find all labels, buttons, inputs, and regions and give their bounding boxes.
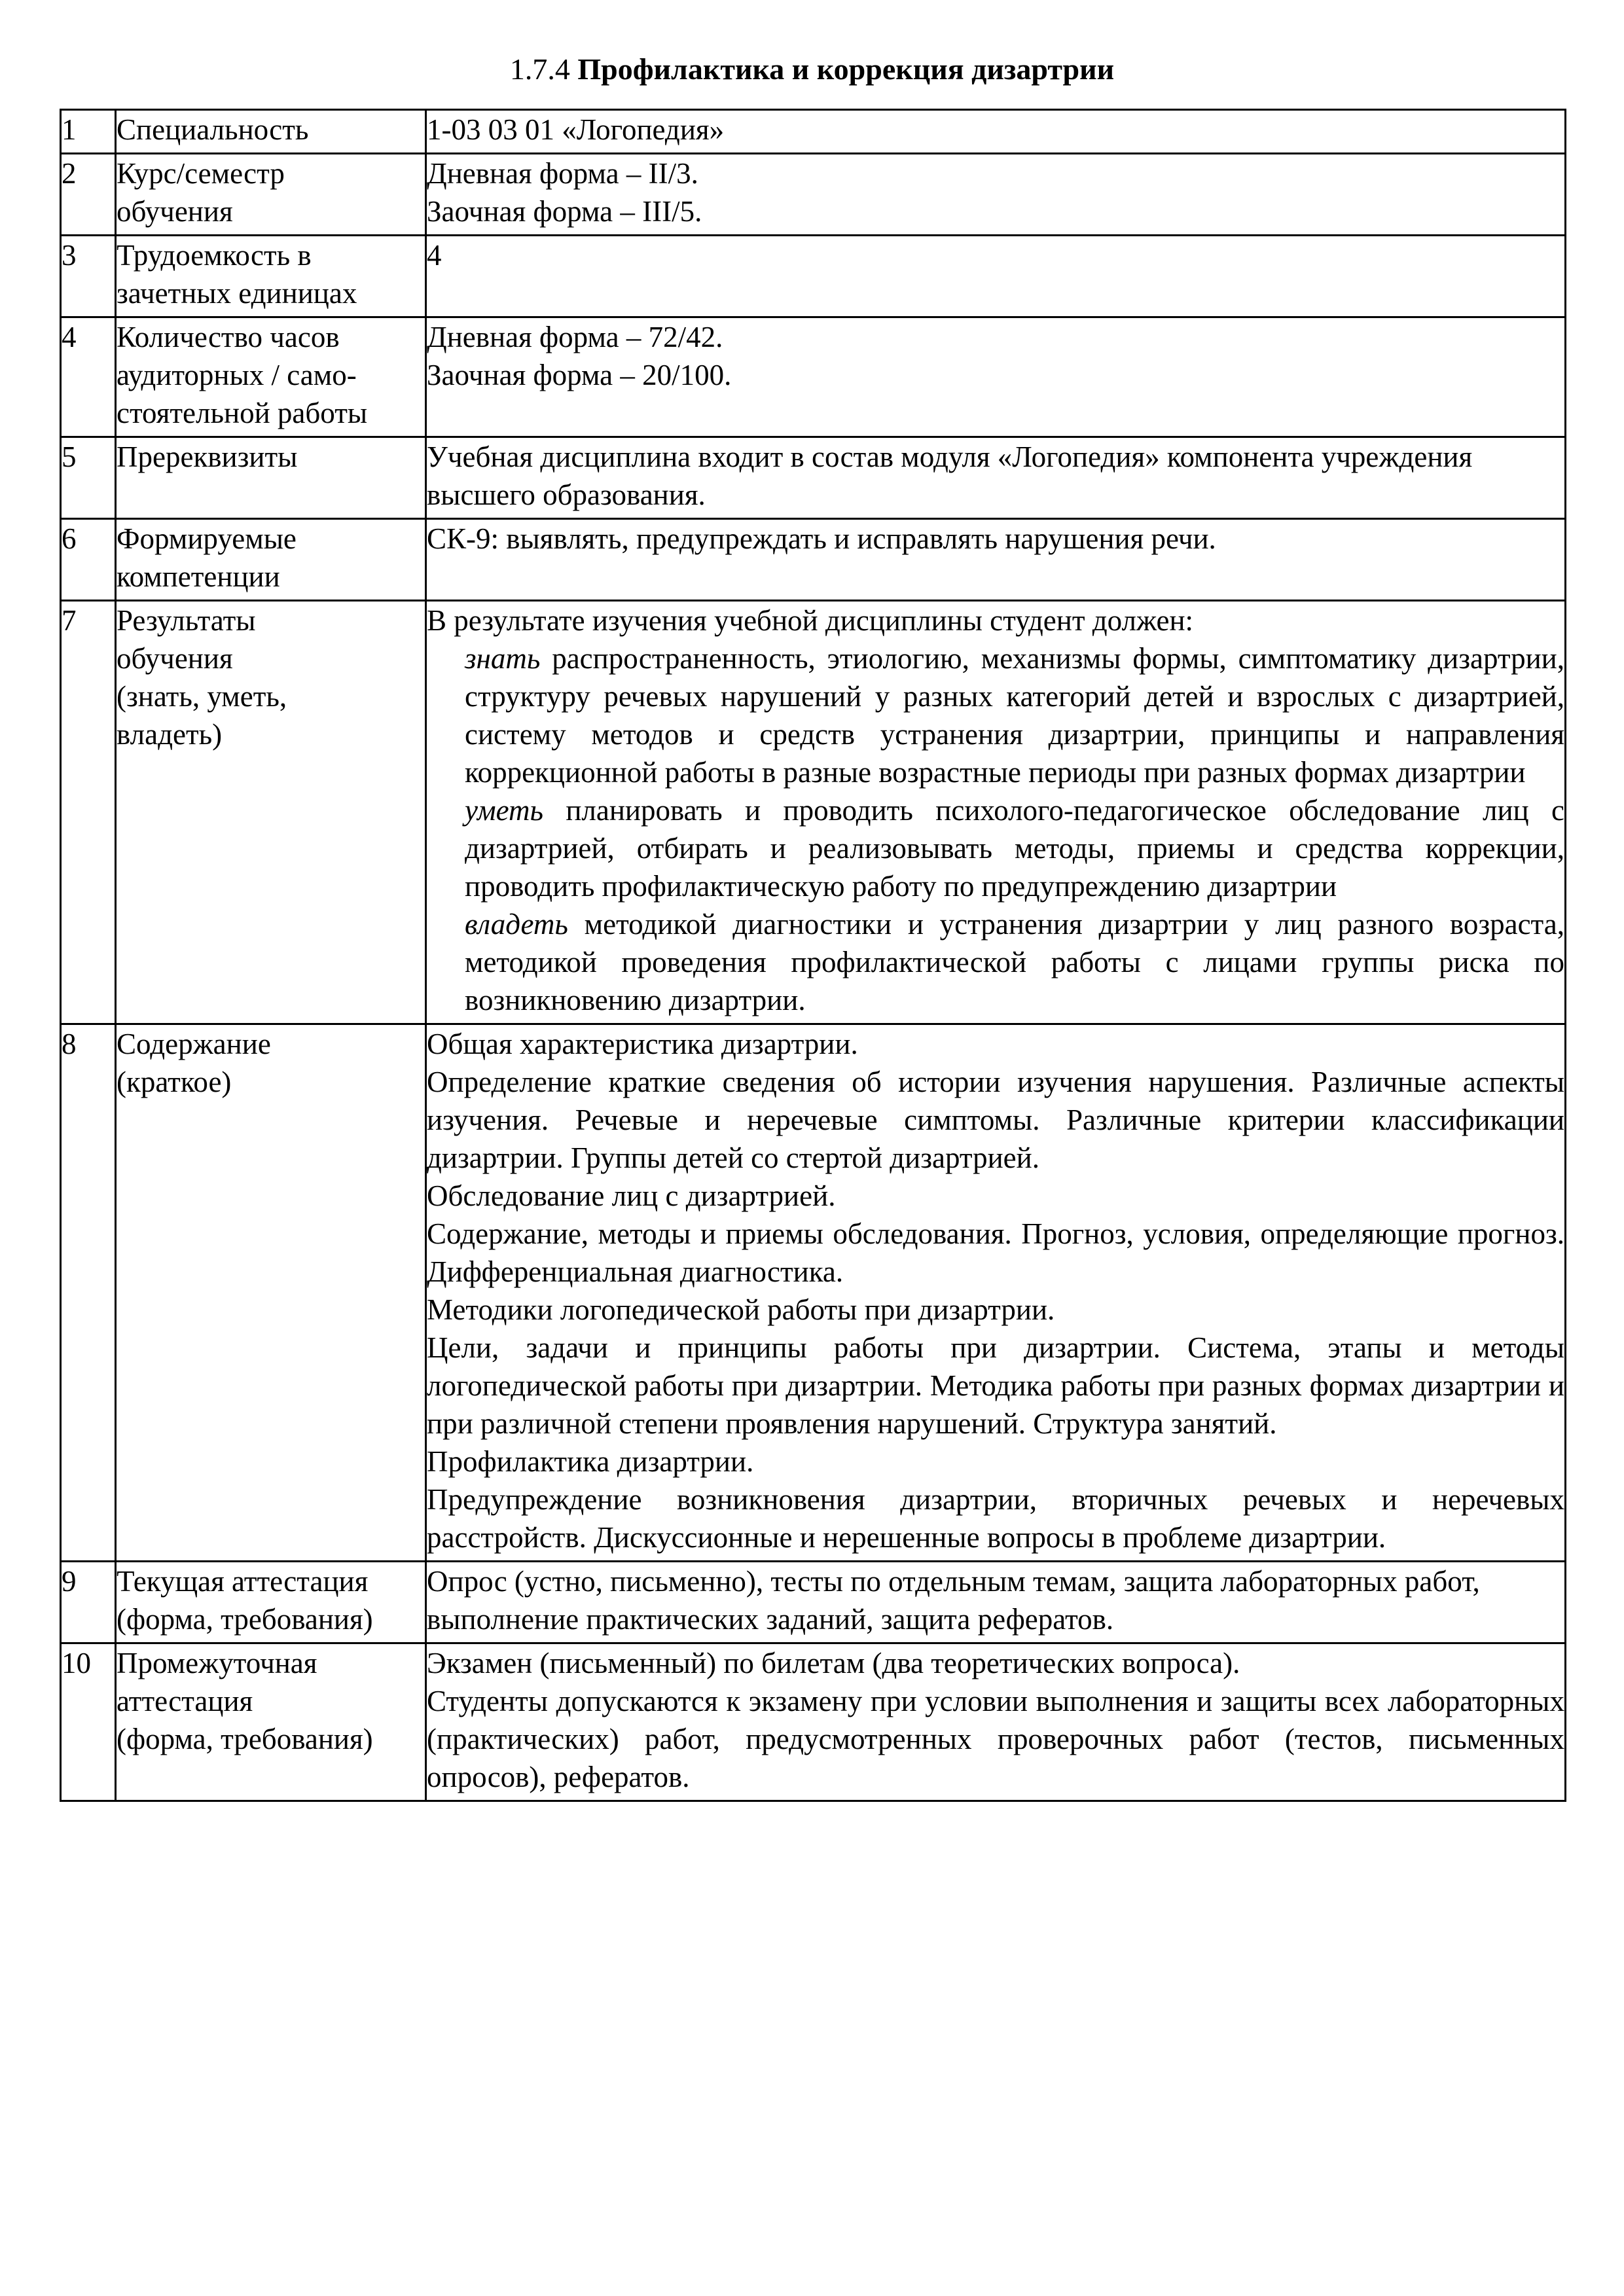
table-row — [61, 519, 1566, 601]
row-value — [426, 1024, 1566, 1562]
row-label: Содержание (краткое) — [116, 1024, 426, 1562]
row-number: 7 — [61, 601, 116, 1024]
row-label: Количество часов аудиторных / само- стоятельной работы — [116, 317, 426, 437]
table-row — [61, 437, 1566, 519]
section-name: Профилактика и коррекция дизартрии — [577, 52, 1115, 86]
keyword-can: уметь — [465, 794, 543, 827]
content-heading: Методики логопедической работы при дизартрии. — [427, 1293, 1055, 1326]
section-number: 1.7.4 — [509, 52, 570, 86]
row-value: 1-03 03 01 «Логопедия» — [426, 110, 1566, 154]
content-heading: Общая характеристика дизартрии. — [427, 1028, 858, 1060]
table-row — [61, 110, 1566, 154]
row-number: 9 — [61, 1562, 116, 1643]
row-number: 10 — [61, 1643, 116, 1801]
table-row — [61, 601, 1566, 1024]
row-value — [426, 601, 1566, 1024]
row-label: Промежуточная аттестация (форма, требования) — [116, 1643, 426, 1801]
content-paragraph: Цели, задачи и принципы работы при дизартрии. Система, этапы и методы логопедической работы при дизартрии. Методика работы при разных формах дизартрии и при различной степени проявления нарушений. Структура занятий. — [427, 1331, 1564, 1440]
row-label: Формируемые компетенции — [116, 519, 426, 601]
row-label: Пререквизиты — [116, 437, 426, 519]
keyword-own: владеть — [465, 908, 568, 941]
row-value: 4 — [426, 236, 1566, 317]
content-paragraph: Содержание, методы и приемы обследования. Прогноз, условия, определяющие прогноз. Дифференциальная диагностика. — [427, 1217, 1564, 1288]
row-label: Специальность — [116, 110, 426, 154]
results-know: знать распространенность, этиологию, механизмы формы, симптоматику дизартрии, структуру речевых нарушений у разных категорий детей и взрослых с дизартрией, систему методов и средств устранения дизартрии, принципы и направления коррекционной работы в разные возрастные периоды при разных формах дизартрии — [465, 642, 1564, 789]
table-row — [61, 1643, 1566, 1801]
results-intro: В результате изучения учебной дисциплины студент должен: — [427, 604, 1194, 637]
row-number: 5 — [61, 437, 116, 519]
table-row — [61, 317, 1566, 437]
row-number: 3 — [61, 236, 116, 317]
row-value: Дневная форма – 72/42. Заочная форма – 20/100. — [426, 317, 1566, 437]
table-row — [61, 236, 1566, 317]
row-number: 2 — [61, 154, 116, 236]
row-value: СК-9: выявлять, предупреждать и исправлять нарушения речи. — [426, 519, 1566, 601]
content-heading: Профилактика дизартрии. — [427, 1445, 754, 1478]
keyword-know: знать — [465, 642, 541, 675]
row-label: Результаты обучения (знать, уметь, владеть) — [116, 601, 426, 1024]
content-paragraph: Предупреждение возникновения дизартрии, вторичных речевых и неречевых расстройств. Дискуссионные и нерешенные вопросы в проблеме дизартрии. — [427, 1483, 1564, 1554]
results-can: уметь планировать и проводить психолого-педагогическое обследование лиц с дизартрией, отбирать и реализовывать методы, приемы и средства коррекции, проводить профилактическую работу по предупреждению дизартрии — [465, 794, 1564, 903]
row-value: Дневная форма – II/3. Заочная форма – III/5. — [426, 154, 1566, 236]
row-number: 6 — [61, 519, 116, 601]
content-paragraph: Определение краткие сведения об истории изучения нарушения. Различные аспекты изучения. Речевые и неречевые симптомы. Различные критерии классификации дизартрии. Группы детей со стертой дизартрией. — [427, 1066, 1564, 1174]
row-label: Курс/семестр обучения — [116, 154, 426, 236]
row-number: 4 — [61, 317, 116, 437]
table-row — [61, 154, 1566, 236]
table-row — [61, 1024, 1566, 1562]
row-label: Текущая аттестация (форма, требования) — [116, 1562, 426, 1643]
document-title — [0, 51, 1624, 88]
row-value: Экзамен (письменный) по билетам (два теоретических вопроса). Студенты допускаются к экзамену при условии выполнения и защиты всех лабораторных (практических) работ, предусмотренных проверочных работ (тестов, письменных опросов), рефератов. — [426, 1643, 1566, 1801]
results-own: владеть методикой диагностики и устранения дизартрии у лиц разного возраста, методикой проведения профилактической работы с лицами группы риска по возникновению дизартрии. — [465, 908, 1564, 1016]
discipline-table — [60, 109, 1566, 1802]
row-label: Трудоемкость в зачетных единицах — [116, 236, 426, 317]
row-number: 8 — [61, 1024, 116, 1562]
content-heading: Обследование лиц с дизартрией. — [427, 1179, 836, 1212]
row-number: 1 — [61, 110, 116, 154]
table-row — [61, 1562, 1566, 1643]
row-value: Учебная дисциплина входит в состав модуля «Логопедия» компонента учреждения высшего образования. — [426, 437, 1566, 519]
row-value: Опрос (устно, письменно), тесты по отдельным темам, защита лабораторных работ, выполнение практических заданий, защита рефератов. — [426, 1562, 1566, 1643]
